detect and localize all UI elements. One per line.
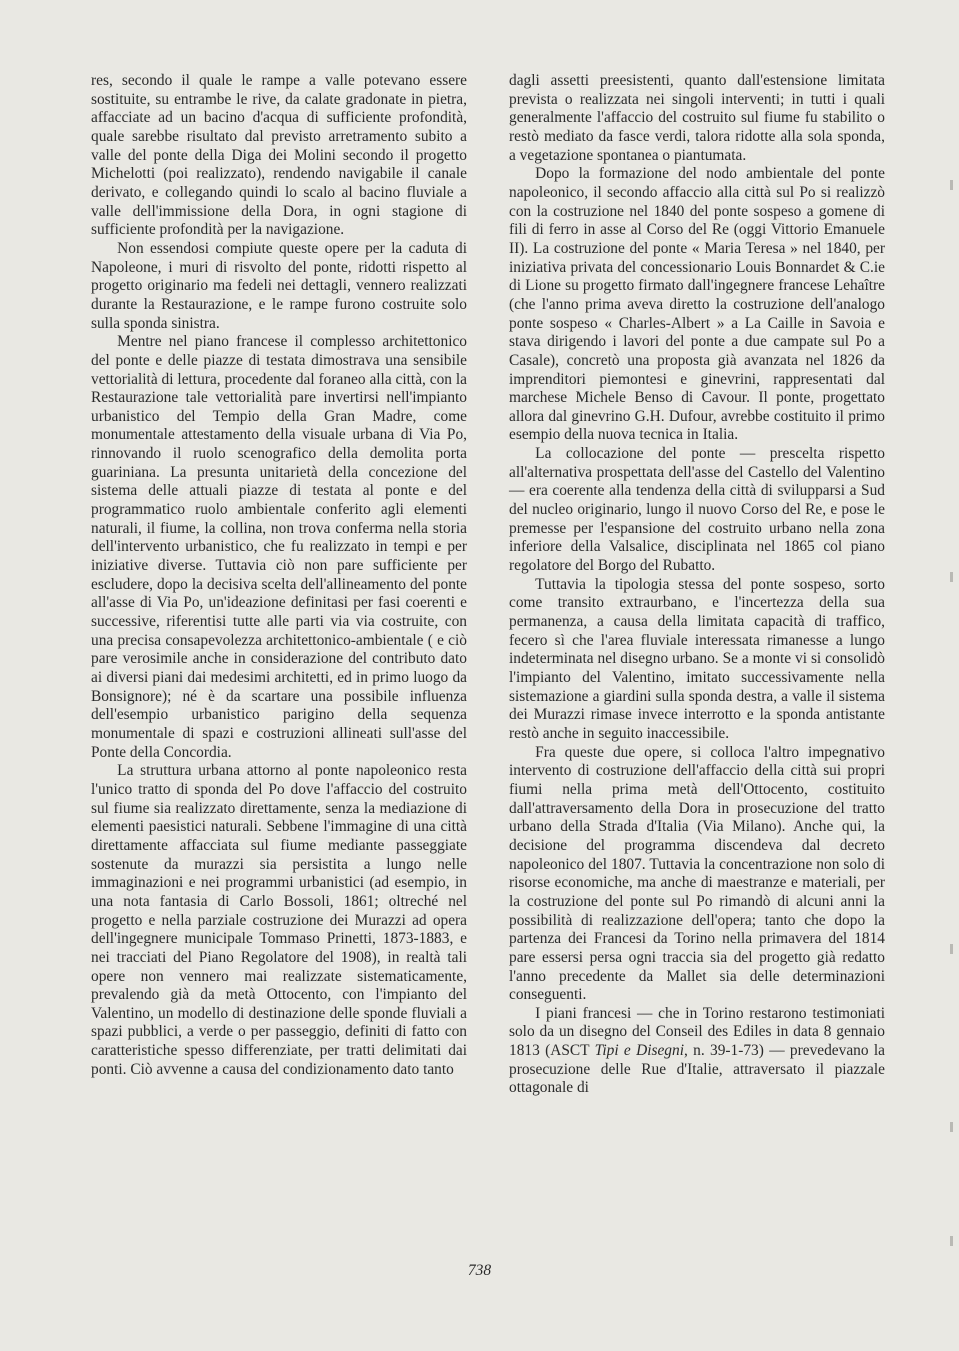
paragraph: La struttura urbana attorno al ponte napoleonico resta l'unico tratto di sponda del Po dove l'affaccio del costruito sul fiume sia realizzato direttamente, senza la mediazione di elementi paesistici naturali. Sebbene l'immagine di una città direttamente affacciata sul fiume mediante passeggiate sostenute da murazzi sia persistita a lungo nelle immaginazioni e nei programmi urbanistici (ad esempio, in una nota fantasia di Carlo Bossoli, 1861; oltreché nel progetto e nella parziale costruzione dei Murazzi ad opera dell'ingegnere municipale Tommaso Prinetti, 1873-1883, e nei tracciati del Piano Regolatore del 1908), in realtà tali opere non vennero mai realizzate sistematicamente, prevalendo già da metà Ottocento, con l'impianto del Valentino, un modello di destinazione delle sponde fluviali a spazi pubblici, a verde o per passeggio, definiti di fatto con caratteristiche spesso differenziate, per tratti delimitati dai ponti. Ciò avvenne a causa del condizionamento dato tanto: [91, 762, 467, 1078]
archive-series-title: Tipi e Disegni: [594, 1042, 684, 1060]
scan-edge-mark: [950, 1236, 953, 1246]
scan-edge-mark: [950, 180, 953, 190]
paragraph: Tuttavia la tipologia stessa del ponte sospeso, sorto come transito extraurbano, e l'incertezza della sua permanenza, a causa della limitata capacità di traffico, fecero sì che l'area fluviale interessata rimanesse a lungo indeterminata nel disegno urbano. Se a monte vi si consolidò l'impianto del Valentino, imitato successivamente nella sistemazione a giardini sulla sponda destra, a valle il sistema dei Murazzi rimase invece interrotto e la sponda antistante restò anche in seguito inaccessibile.: [509, 575, 885, 742]
paragraph: Non essendosi compiute queste opere per la caduta di Napoleone, i muri di risvolto del ponte, ridotti rispetto al progetto originario ma fedeli nei dettagli, vennero realizzati durante la Restaurazione, e le rampe furono costruite solo sulla sponda sinistra.: [91, 239, 467, 332]
paragraph: Fra queste due opere, si colloca l'altro impegnativo intervento di costruzione dell'affaccio della città sui propri fiumi nella prima metà dell'Ottocento, costituito dall'attraversamento della Dora in prosecuzione del tratto urbano della Strada d'Italia (Via Milano). Anche qui, la decisione del programma discendeva dal decreto napoleonico del 1807. Tuttavia la concentrazione non solo di risorse economiche, ma anche di maestranze e materiali, per la costruzione del ponte sul Po rimandò di alcuni anni la possibilità di realizzazione dell'opera; tanto che dopo la partenza dei Francesi da Torino nella primavera del 1814 pare essersi persa ogni traccia sia del progetto già redatto l'anno precedente da Mallet sia delle determinazioni conseguenti.: [509, 743, 885, 1004]
paragraph: res, secondo il quale le rampe a valle potevano essere sostituite, su entrambe le rive, da calate gradonate in pietra, affacciate ad un bacino d'acqua di sufficiente profondità, quale sarebbe risultato dal previsto arretramento subito a valle del ponte della Diga dei Molini secondo il progetto Michelotti (poi realizzato), rendendo navigabile il canale derivato, e collegando quindi lo scalo al bacino fluviale a valle dell'immissione della Dora, in ogni stagione di sufficiente profondità per la navigazione.: [91, 72, 467, 239]
left-text-column: [91, 72, 467, 1079]
page-number: 738: [467, 1262, 492, 1279]
scan-edge-mark: [950, 1122, 953, 1132]
paragraph: [509, 1005, 885, 1098]
scan-edge-mark: [950, 572, 953, 582]
scan-edge-mark: [950, 944, 953, 954]
paragraph: La collocazione del ponte — prescelta rispetto all'alternativa prospettata dell'asse del Castello del Valentino — era coerente alla tendenza della città di svilupparsi a Sud del nucleo originario, lungo il nuovo Corso del Re, e pose le premesse per l'espansione del costruito urbano nella zona inferiore della Valsalice, disciplinata nel 1865 col piano regolatore del Borgo del Rubatto.: [509, 445, 885, 575]
paragraph: dagli assetti preesistenti, quanto dall'estensione limitata prevista o realizzata nei singoli interventi; in tutti i quali generalmente l'affaccio del costruito sul fiume fu stabilito o restò mediato da fasce verdi, talora ridotte alla sola sponda, a vegetazione spontanea o piantumata.: [509, 72, 885, 164]
paragraph-text-start: I piani francesi — che in Torino restarono testimoniati solo da un disegno del Conseil des Ediles in data 8 gennaio 1813 (ASCT: [509, 1004, 885, 1060]
paragraph: Mentre nel piano francese il complesso architettonico del ponte e delle piazze di testata dimostrava una sensibile vettorialità di lettura, procedente dal foraneo alla città, con la Restaurazione tale vettorialità pare invertirsi nell'impianto urbanistico del Tempio della Gran Madre, come monumentale attestamento della visuale urbana di Via Po, rinnovando il ruolo scenografico della demolita porta guariniana. La presunta unitarietà della concezione del sistema delle attuali piazze di testata al ponte e del programmatico ruolo ambientale conferito agli elementi naturali, il fiume, la collina, non trova conferma nella storia dell'intervento urbanistico, che fu realizzato in tempi e per iniziative diverse. Tuttavia ciò non pare sufficiente per escludere, dopo la decisiva scelta dell'allineamento del ponte all'asse di Via Po, un'ideazione definitasi per fasi coerenti e successive, riferentisi tutte alle parti via via costruite, con una precisa consapevolezza architettonico-ambientale ( e ciò pare verosimile anche in considerazione del contributo dato ai diversi piani dai medesimi architetti, ed in primo luogo da Bonsignore); né è da scartare una possibile influenza dell'esempio urbanistico parigino della sequenza monumentale di spazi e costruzioni allineati sull'asse del Ponte della Concordia.: [91, 333, 467, 761]
paragraph-text-end: , n. 39-1-73) — prevedevano la prosecuzione delle Rue d'Italie, attraversato il piazzale ottagonale di: [509, 1042, 885, 1097]
right-text-column: [509, 72, 885, 1098]
paragraph: Dopo la formazione del nodo ambientale del ponte napoleonico, il secondo affaccio alla città sul Po si realizzò con la costruzione nel 1840 del ponte sospeso a gomene di fili di ferro in asse al Corso del Re (oggi Vittorio Emanuele II). La costruzione del ponte « Maria Teresa » nel 1840, per iniziativa privata del concessionario Louis Bonnardet & C.ie di Lione su progetto firmato dall'ingegnere francese Lehaître (che l'anno prima aveva diretto la costruzione dell'analogo ponte sospeso « Charles-Albert » a La Caille in Savoia e stava dirigendo i lavori del ponte a due campate sul Po a Casale), concretò una proposta già avanzata nel 1826 da imprenditori piemontesi e ginevrini, rappresentati dal marchese Michele Benso di Cavour. Il ponte, progettato allora dal ginevrino G.H. Dufour, avrebbe costituito il primo esempio della nuova tecnica in Italia.: [509, 165, 885, 444]
